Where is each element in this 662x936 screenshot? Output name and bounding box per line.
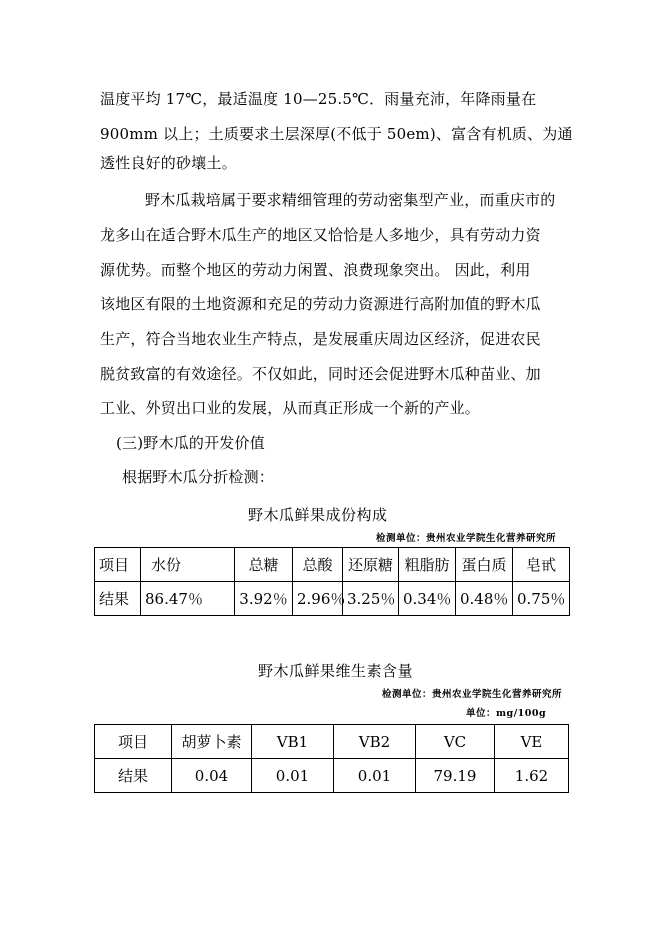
table-cell: 0.75％ (513, 582, 570, 616)
paragraph-line: 透性良好的砂壤土。 (100, 154, 237, 172)
paragraph-line: 工业、外贸出口业的发展，从而真正形成一个新的产业。 (100, 399, 481, 417)
table-cell: 86.47％ (141, 582, 235, 616)
table-cell: 总糖 (235, 548, 293, 582)
table-cell: 结果 (95, 759, 172, 793)
table-cell: 还原糖 (343, 548, 399, 582)
table-cell: 项目 (95, 548, 141, 582)
table-cell: 水份 (141, 548, 235, 582)
composition-table (94, 547, 570, 616)
paragraph-line: 龙多山在适合野木瓜生产的地区又恰恰是人多地少，具有劳动力资 (100, 226, 541, 244)
table-cell: 1.62 (495, 759, 569, 793)
paragraph-line: 该地区有限的土地资源和充足的劳动力资源进行高附加值的野木瓜 (100, 295, 541, 313)
table-cell: 项目 (95, 725, 172, 759)
table-cell: 粗脂肪 (399, 548, 456, 582)
table-header-row (95, 548, 570, 582)
table-row (95, 582, 570, 616)
table-cell: VB1 (252, 725, 334, 759)
table1-title: 野木瓜鲜果成份构成 (248, 506, 388, 524)
table-cell: 总酸 (293, 548, 343, 582)
table-cell: 0.01 (334, 759, 416, 793)
vitamin-table (94, 724, 569, 793)
table2-source: 检测单位：贵州农业学院生化营养研究所 (382, 689, 563, 700)
table-cell: 3.25％ (343, 582, 399, 616)
table-cell: VB2 (334, 725, 416, 759)
paragraph-line: 生产，符合当地农业生产特点，是发展重庆周边区经济，促进农民 (100, 330, 541, 348)
table-cell: 蛋白质 (456, 548, 513, 582)
table-cell: 结果 (95, 582, 141, 616)
section-heading: (三)野木瓜的开发价值 (116, 434, 265, 452)
paragraph-line: 脱贫致富的有效途径。不仅如此，同时还会促进野木瓜种苗业、加 (100, 365, 541, 383)
table-cell: 胡萝卜素 (172, 725, 252, 759)
table-cell: 2.96％ (293, 582, 343, 616)
paragraph-line: 900mm 以上；土质要求土层深厚(不低于 50em)、富含有机质、为通 (100, 125, 573, 143)
table-cell: 0.34％ (399, 582, 456, 616)
paragraph-line: 源优势。而整个地区的劳动力闲置、浪费现象突出。 因此，利用 (100, 261, 531, 279)
table-cell: VE (495, 725, 569, 759)
paragraph-line: 温度平均 17℃，最适温度 10—25.5℃．雨量充沛，年降雨量在 (100, 90, 537, 108)
table-header-row (95, 725, 569, 759)
table-cell: 0.04 (172, 759, 252, 793)
paragraph-line: 野木瓜栽培属于要求精细管理的劳动密集型产业，而重庆市的 (145, 191, 556, 209)
table-cell: 3.92％ (235, 582, 293, 616)
table-cell: 0.01 (252, 759, 334, 793)
table2-title: 野木瓜鲜果维生素含量 (258, 662, 414, 680)
table-cell: 79.19 (416, 759, 495, 793)
table1-source: 检测单位：贵州农业学院生化营养研究所 (376, 533, 557, 544)
table-cell: VC (416, 725, 495, 759)
table2-unit: 单位：mg/100g (466, 708, 547, 719)
table-row (95, 759, 569, 793)
table-cell: 0.48％ (456, 582, 513, 616)
intro-text: 根据野木瓜分折检测： (122, 468, 275, 486)
table-cell: 皂甙 (513, 548, 570, 582)
